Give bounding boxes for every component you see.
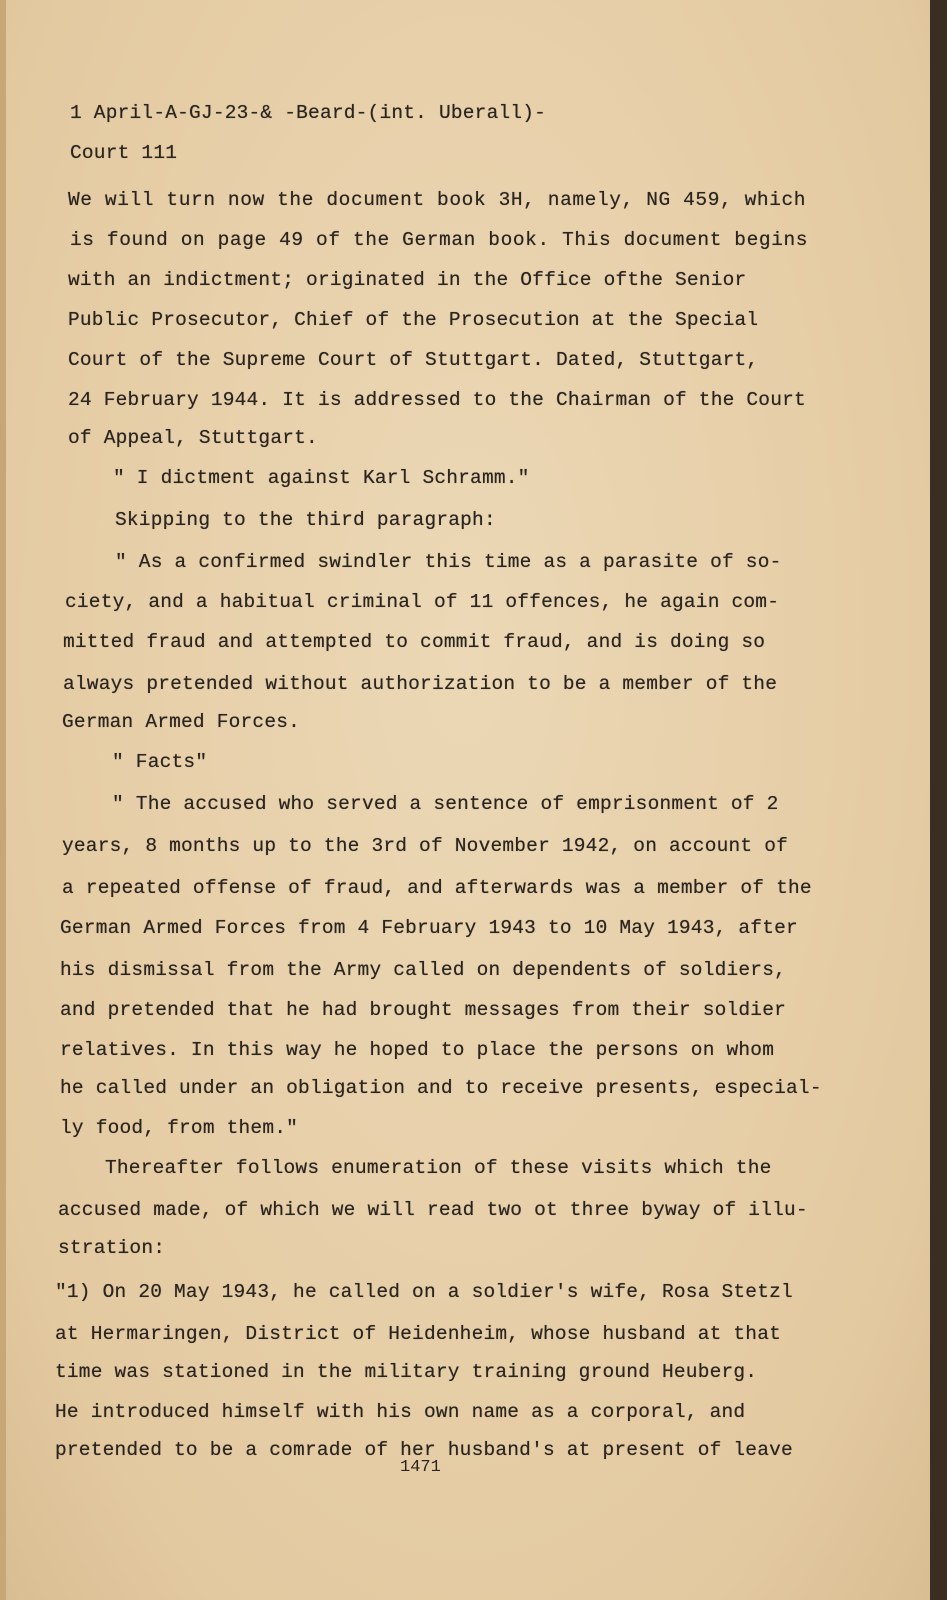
- text-line: stration:: [58, 1237, 166, 1259]
- text-line: relatives. In this way he hoped to place the persons on whom: [60, 1039, 775, 1061]
- text-line: Skipping to the third paragraph:: [115, 509, 496, 531]
- court-label: Court 111: [70, 142, 178, 164]
- text-line: 24 February 1944. It is addressed to the Chairman of the Court: [68, 389, 806, 411]
- text-line: ly food, from them.": [60, 1117, 299, 1139]
- page-edge: [0, 0, 6, 1600]
- text-line: Public Prosecutor, Chief of the Prosecution at the Special: [68, 309, 759, 331]
- text-line: and pretended that he had brought messages from their soldier: [60, 999, 787, 1021]
- text-line: a repeated offense of fraud, and afterwards was a member of the: [62, 877, 812, 899]
- text-line: ciety, and a habitual criminal of 11 offences, he again com-: [65, 591, 780, 613]
- text-line: "1) On 20 May 1943, he called on a soldier's wife, Rosa Stetzl: [55, 1281, 793, 1303]
- text-line: time was stationed in the military training ground Heuberg.: [55, 1361, 758, 1383]
- text-line: Court of the Supreme Court of Stuttgart. Dated, Stuttgart,: [68, 349, 759, 371]
- text-line: pretended to be a comrade of her husband's at present of leave: [55, 1439, 793, 1461]
- document-header: 1 April-A-GJ-23-& -Beard-(int. Uberall)-: [70, 102, 547, 124]
- text-line: accused made, of which we will read two ot three byway of illu-: [58, 1199, 808, 1221]
- text-line: with an indictment; originated in the Office ofthe Senior: [68, 269, 747, 291]
- text-line: of Appeal, Stuttgart.: [68, 427, 318, 449]
- text-line: at Hermaringen, District of Heidenheim, whose husband at that: [55, 1323, 782, 1345]
- text-line: German Armed Forces from 4 February 1943 to 10 May 1943, after: [60, 917, 798, 939]
- text-line: Thereafter follows enumeration of these visits which the: [105, 1157, 772, 1179]
- text-line: " Facts": [112, 751, 208, 773]
- text-line: German Armed Forces.: [62, 711, 301, 733]
- text-line: is found on page 49 of the German book. This document begins: [70, 229, 809, 251]
- page-number: 1471: [400, 1458, 441, 1477]
- text-line: mitted fraud and attempted to commit fraud, and is doing so: [63, 631, 766, 653]
- text-line: We will turn now the document book 3H, namely, NG 459, which: [68, 189, 807, 211]
- text-line: his dismissal from the Army called on dependents of soldiers,: [60, 959, 787, 981]
- text-line: " I dictment against Karl Schramm.": [113, 467, 530, 489]
- text-line: " The accused who served a sentence of emprisonment of 2: [112, 793, 779, 815]
- text-line: " As a confirmed swindler this time as a parasite of so-: [115, 551, 782, 573]
- text-line: He introduced himself with his own name as a corporal, and: [55, 1401, 746, 1423]
- text-line: he called under an obligation and to receive presents, especial-: [60, 1077, 822, 1099]
- text-line: years, 8 months up to the 3rd of November 1942, on account of: [62, 835, 789, 857]
- text-line: always pretended without authorization to be a member of the: [63, 673, 778, 695]
